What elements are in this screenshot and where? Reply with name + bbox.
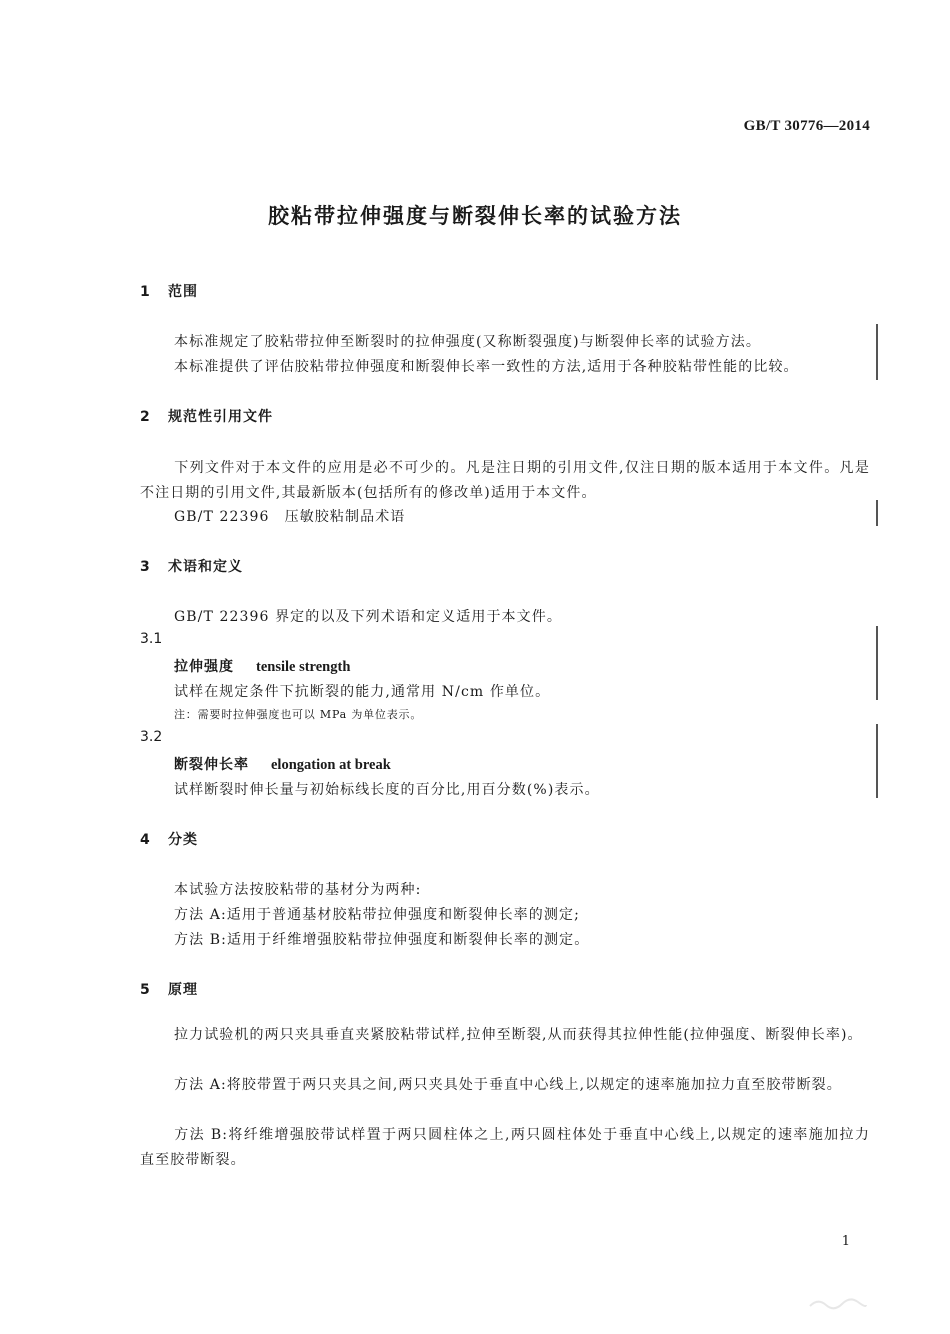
- section-3-heading: [140, 556, 243, 576]
- term-elongation-at-break: 断裂伸长率 elongation at break: [174, 757, 391, 773]
- section-number: 3: [140, 559, 151, 575]
- section-2-heading: [140, 406, 273, 426]
- section-1-paragraph-2: 本标准提供了评估胶粘带拉伸强度和断裂伸长率一致性的方法,适用于各种胶粘带性能的比较。: [174, 359, 799, 375]
- margin-change-bar: [876, 626, 878, 700]
- term-3-1-note: 注：需要时拉伸强度也可以 MPa 为单位表示。: [174, 708, 423, 721]
- section-title: 规范性引用文件: [168, 409, 273, 425]
- method-a-description: 方法 A:适用于普通基材胶粘带拉伸强度和断裂伸长率的测定;: [174, 907, 580, 923]
- section-3-paragraph-1: GB/T 22396 界定的以及下列术语和定义适用于本文件。: [174, 609, 562, 625]
- section-number: 4: [140, 832, 151, 848]
- section-4-paragraph-1: 本试验方法按胶粘带的基材分为两种:: [174, 882, 422, 898]
- normative-reference: GB/T 22396 压敏胶粘制品术语: [174, 509, 406, 525]
- scan-smudge: [808, 1296, 868, 1310]
- section-title: 分类: [168, 832, 198, 848]
- method-b-description: 方法 B:适用于纤维增强胶粘带拉伸强度和断裂伸长率的测定。: [174, 932, 590, 948]
- section-title: 原理: [168, 982, 198, 998]
- section-number: 1: [140, 284, 151, 300]
- section-title: 术语和定义: [168, 559, 243, 575]
- margin-change-bar: [876, 724, 878, 798]
- margin-change-bar: [876, 500, 878, 526]
- standard-code: GB/T 30776—2014: [743, 118, 870, 134]
- section-4-heading: [140, 829, 198, 849]
- term-3-1-definition: 试样在规定条件下抗断裂的能力,通常用 N/cm 作单位。: [174, 684, 551, 700]
- section-1-heading: [140, 281, 198, 301]
- subsection-3-1-number: 3.1: [140, 631, 163, 647]
- page-number: 1: [841, 1234, 850, 1249]
- section-number: 2: [140, 409, 151, 425]
- section-5-paragraph-2: 方法 A:将胶带置于两只夹具之间,两只夹具处于垂直中心线上,以规定的速率施加拉力直至胶带断裂。: [174, 1077, 842, 1093]
- section-5-paragraph-1: 拉力试验机的两只夹具垂直夹紧胶粘带试样,拉伸至断裂,从而获得其拉伸性能(拉伸强度、断裂伸长率)。: [174, 1027, 863, 1043]
- section-1-paragraph-1: 本标准规定了胶粘带拉伸至断裂时的拉伸强度(又称断裂强度)与断裂伸长率的试验方法。: [174, 334, 761, 350]
- section-number: 5: [140, 982, 151, 998]
- section-5-paragraph-3: 方法 B:将纤维增强胶带试样置于两只圆柱体之上,两只圆柱体处于垂直中心线上,以规定的速率施加拉力直至胶带断裂。: [140, 1127, 870, 1168]
- document-title: 胶粘带拉伸强度与断裂伸长率的试验方法: [268, 204, 682, 228]
- term-tensile-strength: 拉伸强度 tensile strength: [174, 659, 351, 675]
- section-title: 范围: [168, 284, 198, 300]
- section-2-paragraph-1: 下列文件对于本文件的应用是必不可少的。凡是注日期的引用文件,仅注日期的版本适用于本文件。凡是不注日期的引用文件,其最新版本(包括所有的修改单)适用于本文件。: [140, 460, 870, 501]
- subsection-3-2-number: 3.2: [140, 729, 163, 745]
- margin-change-bar: [876, 324, 878, 380]
- term-3-2-definition: 试样断裂时伸长量与初始标线长度的百分比,用百分数(%)表示。: [174, 782, 600, 798]
- section-5-heading: [140, 979, 198, 999]
